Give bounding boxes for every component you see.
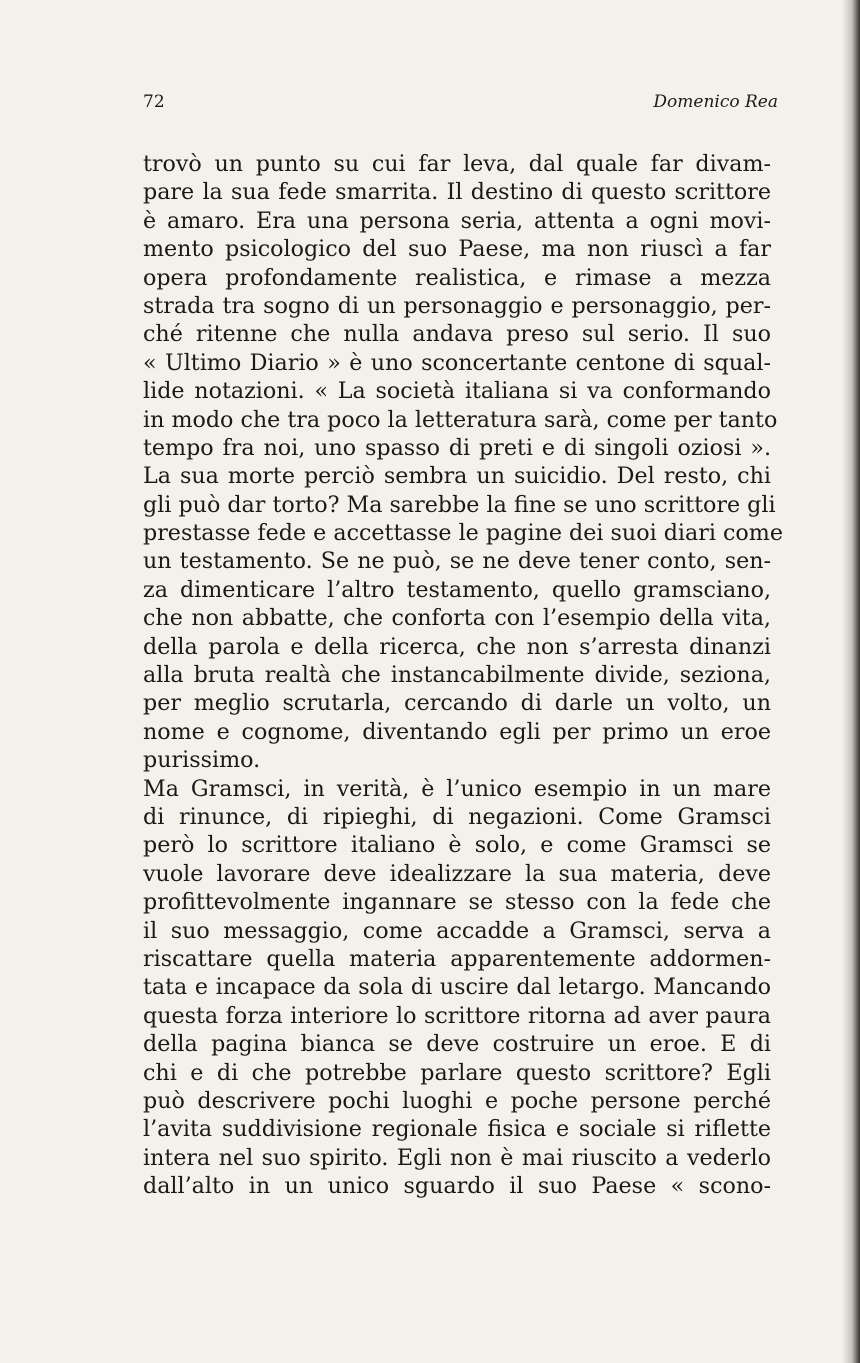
text-line: ché ritenne che nulla andava preso sul serio. Il suo bbox=[143, 321, 771, 348]
text-line: La sua morte perciò sembra un suicidio. Del resto, chi bbox=[143, 463, 771, 490]
text-line: della parola e della ricerca, che non s’arresta dinanzi bbox=[143, 633, 771, 660]
text-line: che non abbatte, che conforta con l’esempio della vita, bbox=[143, 605, 771, 632]
text-line: opera profondamente realistica, e rimase a mezza bbox=[143, 264, 771, 291]
text-line: nome e cognome, diventando egli per primo un eroe bbox=[143, 718, 771, 745]
text-line: dall’alto in un unico sguardo il suo Paese « scono- bbox=[143, 1173, 771, 1200]
text-line: della pagina bianca se deve costruire un eroe. E di bbox=[143, 1031, 771, 1058]
text-line: per meglio scrutarla, cercando di darle un volto, un bbox=[143, 690, 771, 717]
text-line: « Ultimo Diario » è uno sconcertante centone di squal- bbox=[143, 349, 771, 376]
text-line: lide notazioni. « La società italiana si va conformando bbox=[143, 378, 771, 405]
running-head-author: Domenico Rea bbox=[653, 92, 778, 112]
body-text bbox=[143, 150, 783, 1200]
text-line: profittevolmente ingannare se stesso con la fede che bbox=[143, 889, 771, 916]
text-line: intera nel suo spirito. Egli non è mai riuscito a vederlo bbox=[143, 1144, 771, 1171]
text-line: prestasse fede e accettasse le pagine dei suoi diari come bbox=[143, 520, 783, 547]
text-line: pare la sua fede smarrita. Il destino di questo scrittore bbox=[143, 179, 771, 206]
text-line: in modo che tra poco la letteratura sarà, come per tanto bbox=[143, 406, 778, 433]
text-line: un testamento. Se ne può, se ne deve tener conto, sen- bbox=[143, 548, 771, 575]
text-line: l’avita suddivisione regionale fisica e sociale si riflette bbox=[143, 1116, 771, 1143]
text-line: tata e incapace da sola di uscire dal letargo. Mancando bbox=[143, 974, 771, 1001]
text-line: il suo messaggio, come accadde a Gramsci, serva a bbox=[143, 917, 771, 944]
page-number: 72 bbox=[143, 92, 165, 112]
text-line: di rinunce, di ripieghi, di negazioni. Come Gramsci bbox=[143, 803, 771, 830]
text-line: purissimo. bbox=[143, 747, 261, 774]
text-line: trovò un punto su cui far leva, dal quale far divam- bbox=[143, 151, 771, 177]
text-line: za dimenticare l’altro testamento, quello gramsciano, bbox=[143, 576, 771, 603]
page-edge-shadow bbox=[842, 0, 860, 1363]
text-line: vuole lavorare deve idealizzare la sua materia, deve bbox=[143, 860, 771, 887]
text-line: chi e di che potrebbe parlare questo scrittore? Egli bbox=[143, 1059, 771, 1086]
text-line: questa forza interiore lo scrittore ritorna ad aver paura bbox=[143, 1002, 771, 1029]
text-line: però lo scrittore italiano è solo, e come Gramsci se bbox=[143, 832, 771, 859]
text-line: è amaro. Era una persona seria, attenta a ogni movi- bbox=[143, 207, 771, 234]
text-line: alla bruta realtà che instancabilmente divide, seziona, bbox=[143, 662, 771, 689]
text-line: può descrivere pochi luoghi e poche persone perché bbox=[143, 1087, 771, 1114]
text-line: strada tra sogno di un personaggio e personaggio, per- bbox=[143, 292, 771, 319]
text-line: gli può dar torto? Ma sarebbe la fine se uno scrittore gli bbox=[143, 491, 776, 518]
page-header bbox=[143, 90, 778, 118]
text-line: mento psicologico del suo Paese, ma non riuscì a far bbox=[143, 236, 771, 263]
text-line: tempo fra noi, uno spasso di preti e di singoli oziosi ». bbox=[143, 434, 771, 461]
text-line: Ma Gramsci, in verità, è l’unico esempio in un mare bbox=[143, 775, 771, 802]
text-line: riscattare quella materia apparentemente addormen- bbox=[143, 945, 771, 972]
